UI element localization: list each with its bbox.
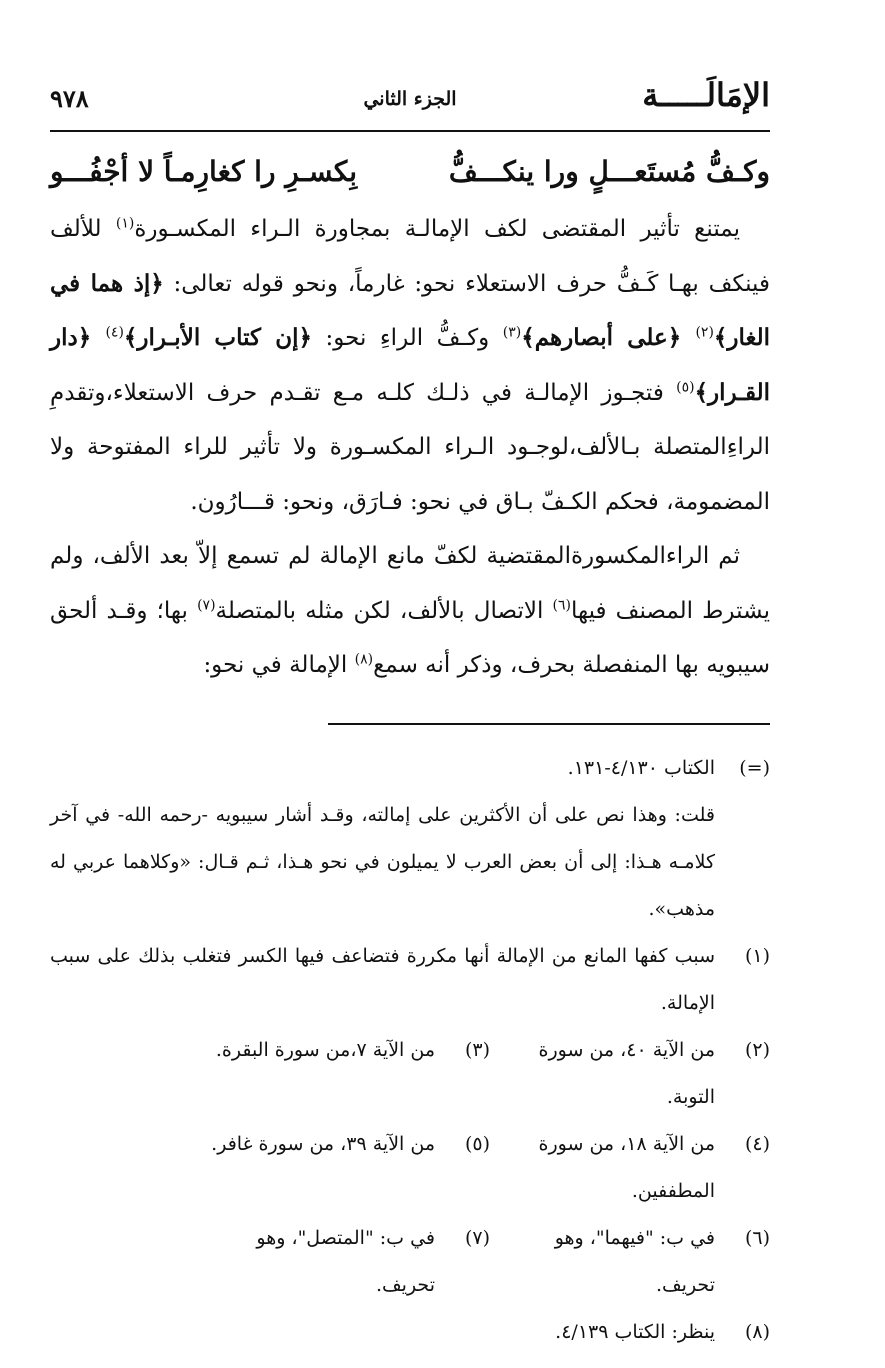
- footnote-ref-4: (٤): [105, 324, 124, 341]
- quran-quote: ﴿دار القـرار﴾: [50, 324, 770, 406]
- footnote-continued: (=) الكتاب ٤/١٣٠-١٣١.: [567, 756, 770, 779]
- verse-left-hemistich: بِكسـرِ را كغارِمـاً لا أجْفُـــو: [50, 155, 358, 188]
- footnote-continued-text: قلت: وهذا نص على أن الأكثرين على إمالته، وقـد أشار سيبويه -رحمه الله- في آخر كلامـه هـذا: إلى أن بعض العرب لا يميلون في نحو هـذا، ثـم قـال: «وكلاهما عربي له مذهب».: [50, 803, 715, 920]
- footnote-5: (٥) من الآية ٣٩، من سورة غافر.: [211, 1132, 490, 1155]
- paragraph-1: يمتنع تأثير المقتضى لكف الإمالـة بمجاورة الـراء المكسـورة$^{(١)}$ للألف فينكف بهـا كَـفُّ حرف الاستعلاء نحو: غارماً، ونحو قوله تعالى: ﴿إذ هما في الغار﴾$^{(٢)}$ ﴿على أبصارهم﴾$^{(٣)}$ وكـفُّ الراءِ نحو: ﴿إن كتاب الأبـرار﴾$^{(٤)}$ ﴿دار القـرار﴾$^{(٥)}$ فتجـوز الإمالـة في ذلـك كلـه مـع تقـدم حرف الاستعلاء،وتقدمِ الراءِالمتصلة بـالألف،لوجـود الـراء المكسـورة ولا تأثير للراء المفتوحة ولا المضمومة، فحكم الكـفّ بـاق في نحو: فـارَق، ونحو: قـــارُون.: [50, 215, 770, 515]
- footnote-ref-8: (٨): [354, 651, 374, 668]
- footnote-2: (٢) من الآية ٤٠، من سورة التوبة.: [538, 1038, 770, 1108]
- footnote-6: (٦) في ب: "فيهما"، وهو تحريف.: [554, 1226, 770, 1296]
- footnote-row: [50, 1027, 770, 1121]
- quran-quote: ﴿على أبصارهم﴾: [521, 324, 696, 351]
- quran-quote: ﴿إذ هما في الغار﴾: [50, 269, 770, 351]
- footnote-row: [50, 1215, 770, 1309]
- poetry-verse: [50, 148, 770, 196]
- footnote-8: (٨) ينظر: الكتاب ٤/١٣٩.: [555, 1320, 770, 1343]
- book-page: [50, 70, 770, 1356]
- commentary-text: [50, 202, 770, 693]
- footnote-separator: [328, 723, 770, 725]
- footnote-4: (٤) من الآية ١٨، من سورة المطففين.: [538, 1132, 770, 1202]
- paragraph-2: ثم الراءالمكسورةالمقتضية لكفّ مانع الإمالة لم تسمع إلاّ بعد الألف، ولم يشترط المصنف فيها$^{(٦)}$ الاتصال بالألف، لكن مثله بالمتصلة$^{(٧)}$ بها؛ وقـد ألحق سيبويه بها المنفصلة بحرف، وذكر أنه سمع$^{(٨)}$ الإمالة في نحو:: [50, 543, 770, 678]
- footnote-ref-5: (٥): [676, 378, 695, 395]
- footnote-3: (٣) من الآية ٧،من سورة البقرة.: [215, 1038, 490, 1061]
- running-header: [50, 70, 770, 132]
- verse-right-hemistich: وكـفُّ مُستَعـــلٍ ورا ينكـــفُّ: [448, 155, 770, 188]
- footnote-ref-7: (٧): [197, 596, 216, 613]
- footnote-1: (١) سبب كفها المانع من الإمالة أنها مكررة فتضاعف فيها الكسر فتغلب بذلك على سبب الإمالة.: [50, 944, 770, 1014]
- footnote-ref-1: (١): [115, 215, 135, 232]
- footnote-ref-2: (٢): [695, 324, 714, 341]
- chapter-title: الإمَالَـــــة: [642, 76, 770, 114]
- footnote-row: [50, 1121, 770, 1215]
- quran-quote: ﴿إن كتاب الأبـرار﴾: [123, 324, 312, 351]
- footnote-7: (٧) في ب: "المتصل"، وهو تحريف.: [256, 1226, 490, 1296]
- footnotes: [50, 745, 770, 1356]
- footnote-ref-3: (٣): [502, 324, 522, 341]
- page-number: ٩٧٨: [50, 84, 89, 113]
- part-label: الجزء الثاني: [363, 88, 457, 110]
- footnote-ref-6: (٦): [552, 596, 571, 613]
